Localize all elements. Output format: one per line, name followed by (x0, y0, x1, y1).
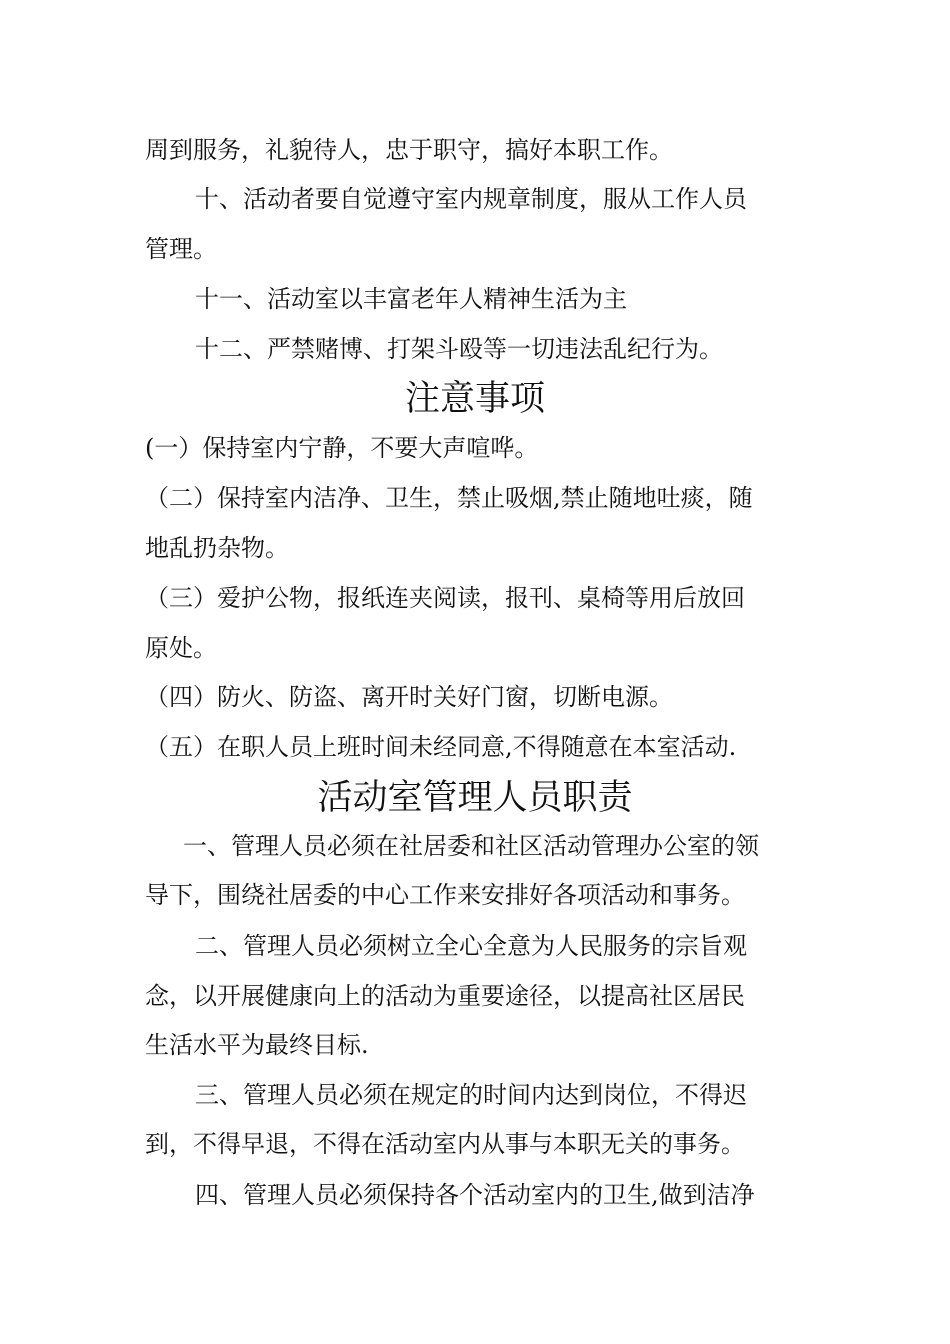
duty-3-continuation-line: 到，不得早退，不得在活动室内从事与本职无关的事务。 (145, 1130, 745, 1158)
rule-11-line: 十一、活动室以丰富老年人精神生活为主 (195, 285, 627, 313)
duty-1-continuation-line: 导下，围绕社居委的中心工作来安排好各项活动和事务。 (145, 881, 745, 909)
duty-2-continuation-line-1: 念，以开展健康向上的活动为重要途径，以提高社区居民 (145, 982, 745, 1010)
notice-item-2-continuation: 地乱扔杂物。 (145, 534, 289, 562)
duty-1-line: 一、管理人员必须在社居委和社区活动管理办公室的领 (183, 832, 759, 860)
notice-item-4: （四）防火、防盗、离开时关好门窗，切断电源。 (145, 683, 673, 711)
notice-item-3: （三）爱护公物，报纸连夹阅读，报刊、桌椅等用后放回 (145, 584, 745, 612)
rule-10-line: 十、活动者要自觉遵守室内规章制度，服从工作人员 (195, 185, 747, 213)
duties-heading: 活动室管理人员职责 (317, 778, 633, 818)
notice-heading: 注意事项 (404, 379, 545, 419)
duty-3-line: 三、管理人员必须在规定的时间内达到岗位，不得迟 (195, 1081, 747, 1109)
duty-4-line: 四、管理人员必须保持各个活动室内的卫生,做到洁净 (195, 1181, 755, 1209)
rule-12-line: 十二、严禁赌博、打架斗殴等一切违法乱纪行为。 (195, 335, 723, 363)
notice-item-1: (一）保持室内宁静，不要大声喧哗。 (145, 434, 539, 462)
duty-2-line: 二、管理人员必须树立全心全意为人民服务的宗旨观 (195, 932, 747, 960)
rule-continuation-line: 周到服务，礼貌待人，忠于职守，搞好本职工作。 (145, 136, 673, 164)
notice-item-3-continuation: 原处。 (145, 634, 217, 662)
duty-2-continuation-line-2: 生活水平为最终目标. (145, 1031, 369, 1059)
notice-item-2: （二）保持室内洁净、卫生，禁止吸烟,禁止随地吐痰，随 (145, 484, 753, 512)
notice-item-5: （五）在职人员上班时间未经同意,不得随意在本室活动. (145, 733, 737, 761)
rule-10-continuation-line: 管理。 (145, 235, 217, 263)
